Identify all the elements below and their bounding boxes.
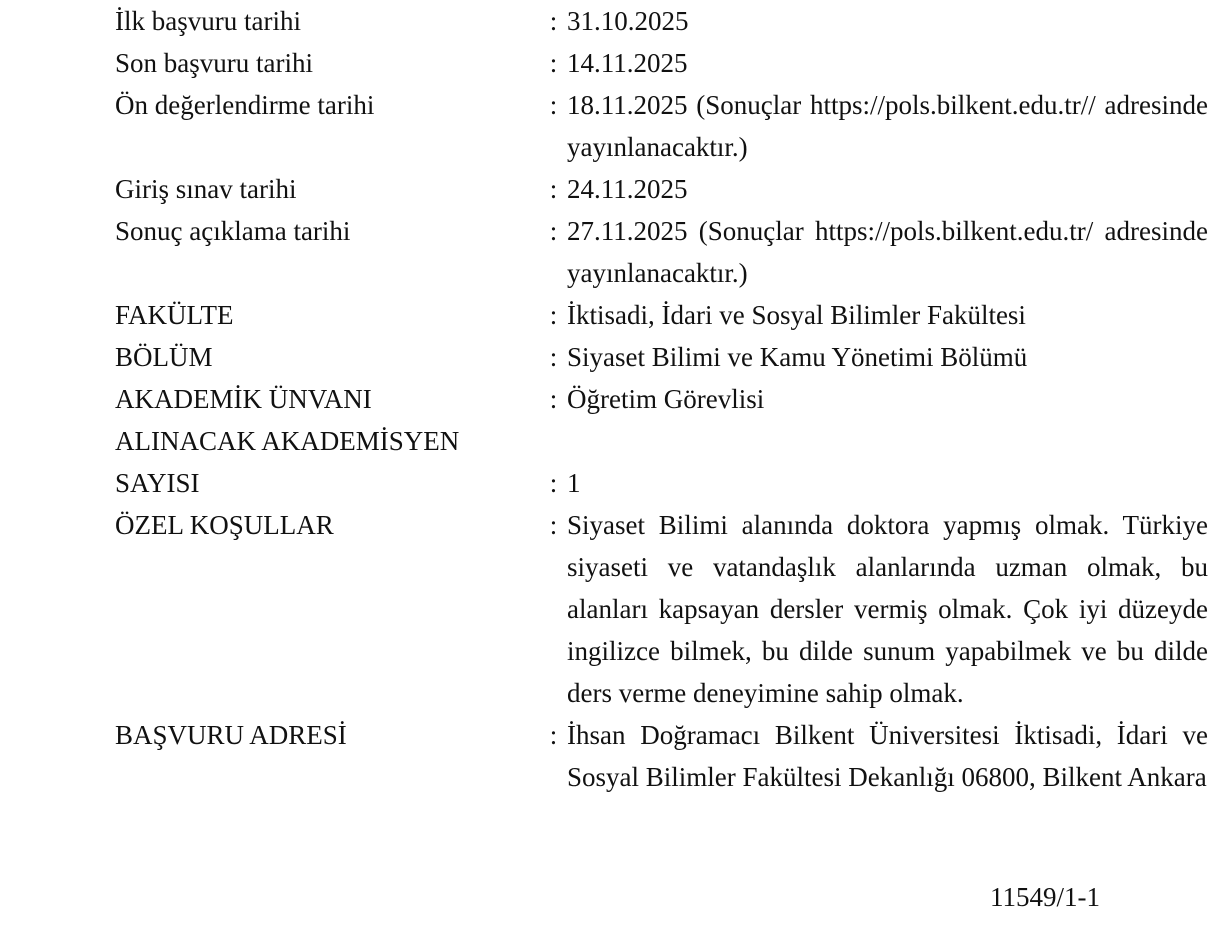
row-academic-count-label-line1 bbox=[115, 420, 1208, 462]
pre-evaluation-date-value: 18.11.2025 (Sonuçlar https://pols.bilkent.edu.tr// adresinde yayınlanacaktır.) bbox=[567, 90, 1208, 162]
application-address-label: BAŞVURU ADRESİ bbox=[115, 720, 347, 750]
document-reference-code: 11549/1-1 bbox=[990, 882, 1100, 912]
academic-count-label-line2: SAYISI bbox=[115, 468, 200, 498]
application-address-value: İhsan Doğramacı Bilkent Üniversitesi İktisadi, İdari ve Sosyal Bilimler Fakültesi Dekanlığı 06800, Bilkent Ankara bbox=[567, 720, 1208, 792]
separator: : bbox=[549, 174, 558, 204]
faculty-label: FAKÜLTE bbox=[115, 300, 234, 330]
separator: : bbox=[549, 216, 558, 246]
academic-count-value: 1 bbox=[567, 468, 581, 498]
separator: : bbox=[549, 6, 558, 36]
row-academic-title bbox=[115, 378, 1208, 420]
row-faculty bbox=[115, 294, 1208, 336]
row-first-application-date bbox=[115, 0, 1208, 42]
row-result-announcement-date bbox=[115, 210, 1208, 294]
separator: : bbox=[549, 720, 558, 750]
first-application-date-value: 31.10.2025 bbox=[567, 6, 689, 36]
separator: : bbox=[549, 468, 558, 498]
row-special-conditions bbox=[115, 504, 1208, 714]
result-announcement-date-label: Sonuç açıklama tarihi bbox=[115, 216, 351, 246]
row-last-application-date bbox=[115, 42, 1208, 84]
separator: : bbox=[549, 48, 558, 78]
entrance-exam-date-value: 24.11.2025 bbox=[567, 174, 688, 204]
faculty-value: İktisadi, İdari ve Sosyal Bilimler Fakültesi bbox=[567, 300, 1026, 330]
row-academic-count bbox=[115, 462, 1208, 504]
department-label: BÖLÜM bbox=[115, 342, 213, 372]
academic-title-label: AKADEMİK ÜNVANI bbox=[115, 384, 372, 414]
result-announcement-date-value: 27.11.2025 (Sonuçlar https://pols.bilkent.edu.tr/ adresinde yayınlanacaktır.) bbox=[567, 216, 1208, 288]
department-value: Siyaset Bilimi ve Kamu Yönetimi Bölümü bbox=[567, 342, 1028, 372]
academic-title-value: Öğretim Görevlisi bbox=[567, 384, 765, 414]
last-application-date-value: 14.11.2025 bbox=[567, 48, 688, 78]
entrance-exam-date-label: Giriş sınav tarihi bbox=[115, 174, 297, 204]
separator: : bbox=[549, 300, 558, 330]
row-application-address bbox=[115, 714, 1208, 798]
row-department bbox=[115, 336, 1208, 378]
row-entrance-exam-date bbox=[115, 168, 1208, 210]
separator: : bbox=[549, 384, 558, 414]
first-application-date-label: İlk başvuru tarihi bbox=[115, 6, 301, 36]
special-conditions-value: Siyaset Bilimi alanında doktora yapmış olmak. Türkiye siyaseti ve vatandaşlık alanlarında uzman olmak, bu alanları kapsayan dersler vermiş olmak. Çok iyi düzeyde ingilizce bilmek, bu dilde sunum yapabilmek ve bu dilde ders verme deneyimine sahip olmak. bbox=[567, 510, 1208, 708]
announcement-details bbox=[115, 0, 1208, 798]
separator: : bbox=[549, 510, 558, 540]
special-conditions-label: ÖZEL KOŞULLAR bbox=[115, 510, 334, 540]
academic-count-label-line1: ALINACAK AKADEMİSYEN bbox=[115, 426, 460, 456]
separator: : bbox=[549, 342, 558, 372]
pre-evaluation-date-label: Ön değerlendirme tarihi bbox=[115, 90, 375, 120]
row-pre-evaluation-date bbox=[115, 84, 1208, 168]
last-application-date-label: Son başvuru tarihi bbox=[115, 48, 313, 78]
separator: : bbox=[549, 90, 558, 120]
